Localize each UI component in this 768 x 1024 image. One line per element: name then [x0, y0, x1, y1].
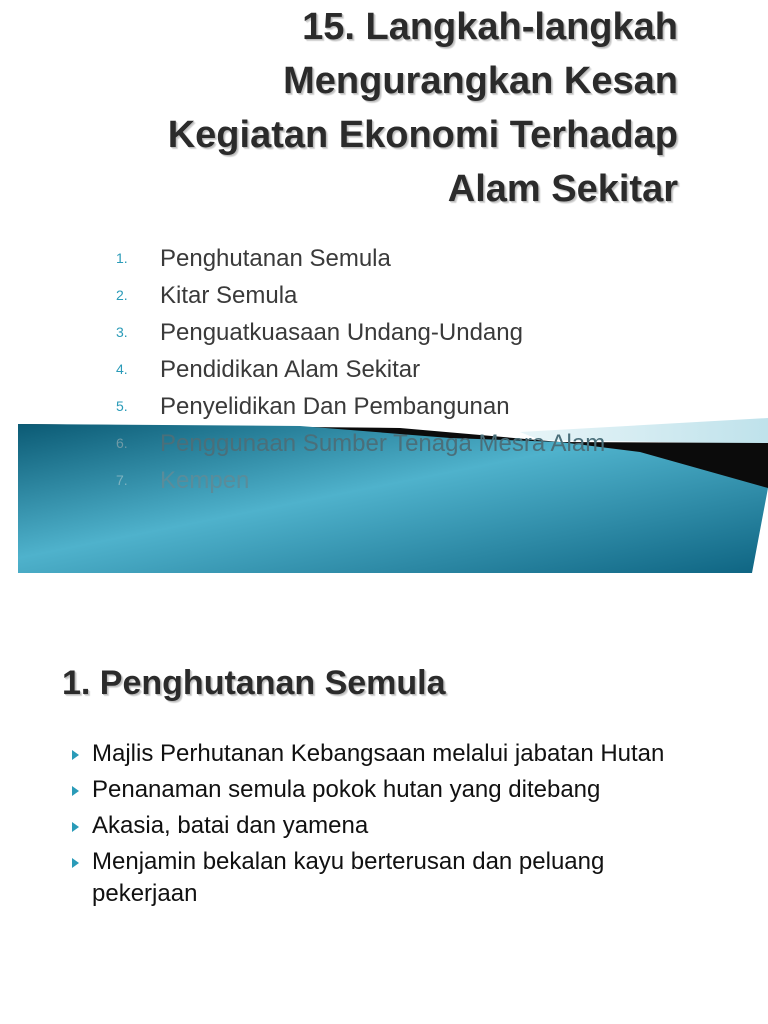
item-number: 5.	[116, 398, 128, 414]
title-line-1: 15. Langkah-langkah	[302, 6, 678, 48]
bullet-triangle-icon	[72, 858, 79, 868]
slide-1-title	[38, 8, 678, 216]
list-item	[116, 318, 636, 347]
bullet-triangle-icon	[72, 822, 79, 832]
item-number: 7.	[116, 472, 128, 488]
bullet-list	[70, 738, 710, 914]
list-item	[116, 355, 636, 384]
item-text: Kitar Semula	[160, 282, 298, 309]
list-item	[116, 244, 636, 273]
title-line-3: Kegiatan Ekonomi Terhadap	[167, 114, 678, 156]
list-item	[116, 429, 636, 458]
title-line-4: Alam Sekitar	[447, 168, 678, 210]
list-item	[70, 774, 710, 806]
item-number: 6.	[116, 435, 128, 451]
item-text: Penghutanan Semula	[160, 245, 391, 272]
bullet-text: Akasia, batai dan yamena	[92, 812, 369, 839]
list-item	[116, 466, 636, 495]
item-number: 2.	[116, 287, 128, 303]
list-item	[70, 738, 710, 770]
slide-2-title: 1. Penghutanan Semula	[62, 664, 446, 702]
item-number: 1.	[116, 250, 128, 266]
title-line-2: Mengurangkan Kesan	[283, 60, 678, 102]
item-text: Kempen	[160, 467, 250, 494]
bullet-text: Penanaman semula pokok hutan yang ditebang	[92, 776, 601, 803]
item-text: Pendidikan Alam Sekitar	[160, 356, 421, 383]
item-text: Penguatkuasaan Undang-Undang	[160, 319, 523, 346]
item-number: 4.	[116, 361, 128, 377]
agenda-list	[116, 244, 636, 503]
bullet-triangle-icon	[72, 786, 79, 796]
bullet-triangle-icon	[72, 750, 79, 760]
list-item	[116, 392, 636, 421]
list-item	[70, 810, 710, 842]
list-item	[70, 846, 710, 910]
bullet-text: Majlis Perhutanan Kebangsaan melalui jabatan Hutan	[92, 740, 665, 767]
item-text: Penyelidikan Dan Pembangunan	[160, 393, 510, 420]
list-item	[116, 281, 636, 310]
item-text: Penggunaan Sumber Tenaga Mesra Alam	[160, 430, 606, 457]
slide-2	[0, 612, 768, 1024]
item-number: 3.	[116, 324, 128, 340]
bullet-text: Menjamin bekalan kayu berterusan dan peluang pekerjaan	[92, 848, 605, 907]
